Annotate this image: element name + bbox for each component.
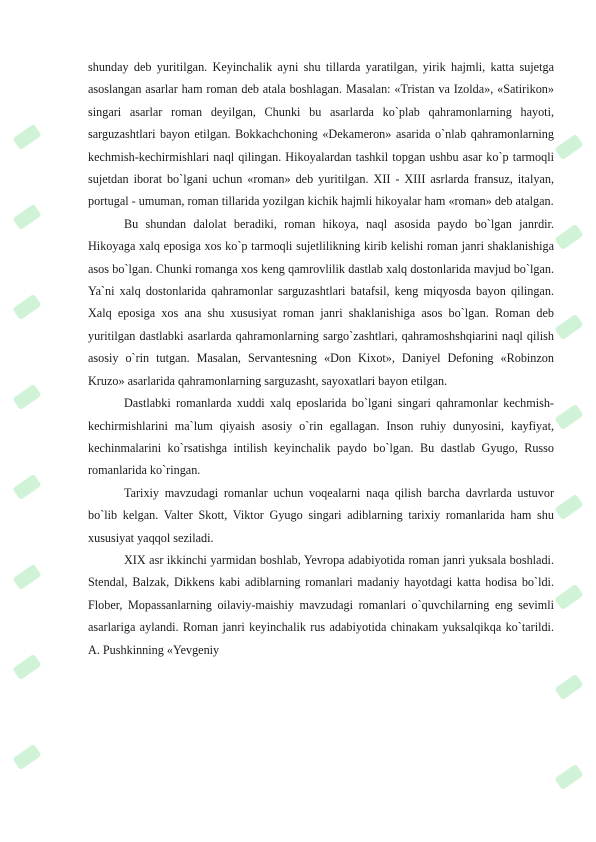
paragraph: shunday deb yuritilgan. Keyinchalik ayni shu tillarda yaratilgan, yirik hajmli, katta sujetga asoslangan asarlar ham roman deb atala boshlagan. Masalan: «Tristan va Izolda», «Satirikon» singari asarlar roman deyilgan, Chunki bu asarlarda ko`plab qahramonlarning hayoti, sarguzashtlari bayon etilgan. Bokkachchoning «Dekameron» asarida o`nlab qahramonlarning kechmish-kechirmishlari naql qilingan. Hikoyalardan tashkil topgan ushbu asar ko`p tarmoqli sujetdan iborat bo`lgani uchun «roman» deb yuritilgan. XII - XIII asrlarda fransuz, italyan, portugal - umuman, roman tillarida yozilgan kichik hajmli hikoyalar ham «roman» deb atalgan. xyxy=(88,60,554,209)
paragraph: Bu shundan dalolat beradiki, roman hikoya, naql asosida paydo bo`lgan janrdir. Hikoyaga xalq eposiga xos ko`p tarmoqli sujetlilikning kirib kelishi roman janri shaklanishiga asos bo`lgan. Chunki romanga xos keng qamrovlilik dastlab xalq dostonlarida mavjud bo`lgan. Ya`ni xalq dostonlarida qahramonlar sarguzashtlari batafsil, keng miqyosda bayon qilingan. Xalq eposiga xos ana shu xususiyat roman janri shaklanishiga asos bo`lgan. Roman deb yuritilgan dastlabki asarlarda qahramonlarning sargo`zashtlari, qahramoshshqiarini naql qilish asosiy o`rin tutgan. Masalan, Servantesning «Don Kixot», Daniyel Defoning «Robinzon Kruzo» asarlarida qahramonlarning sarguzasht, sayoxatlari bayon etilgan. xyxy=(88,216,554,388)
paragraph: Dastlabki romanlarda xuddi xalq eposlarida bo`lgani singari qahramonlar kechmish-kechirmishlarini ma`lum qiyaish asosiy o`rin egallagan. Inson ruhiy dunyosini, kayfiyat, kechinmalarini ko`rsatishga intilish keyinchalik paydo bo`lgan. Bu dastlab Gyugo, Russo romanlarida ko`ringan. xyxy=(88,396,554,478)
watermark-mark xyxy=(12,654,41,680)
watermark-mark xyxy=(554,224,583,250)
watermark-mark xyxy=(554,764,583,790)
watermark-mark xyxy=(12,564,41,590)
watermark-mark xyxy=(12,384,41,410)
watermark-mark xyxy=(12,744,41,770)
document-body xyxy=(88,56,554,661)
watermark-mark xyxy=(12,124,41,150)
paragraph: Tarixiy mavzudagi romanlar uchun voqealarni naqa qilish barcha davrlarda ustuvor bo`lib kelgan. Valter Skott, Viktor Gyugo singari adiblarning tarixiy romanlarida ham shu xususiyat yaqqol seziladi. xyxy=(88,485,554,545)
watermark-mark xyxy=(12,474,41,500)
watermark-mark xyxy=(554,314,583,340)
paragraph: XIX asr ikkinchi yarmidan boshlab, Yevropa adabiyotida roman janri yuksala boshladi. Stendal, Balzak, Dikkens kabi adiblarning romanlari madaniy hayotdagi katta hodisa bo`ldi. Flober, Mopassanlarning oilaviy-maishiy mavzudagi romanlari o`quvchilarning eng sevimli asarlariga aylandi. Roman janri keyinchalik rus adabiyotida chinakam yuksalqikqa ko`tarildi. A. Pushkinning «Yevgeniy xyxy=(88,552,554,657)
watermark-mark xyxy=(554,404,583,430)
watermark-mark xyxy=(554,494,583,520)
watermark-mark xyxy=(12,204,41,230)
watermark-mark xyxy=(554,584,583,610)
watermark-mark xyxy=(12,294,41,320)
watermark-mark xyxy=(554,134,583,160)
watermark-mark xyxy=(554,674,583,700)
